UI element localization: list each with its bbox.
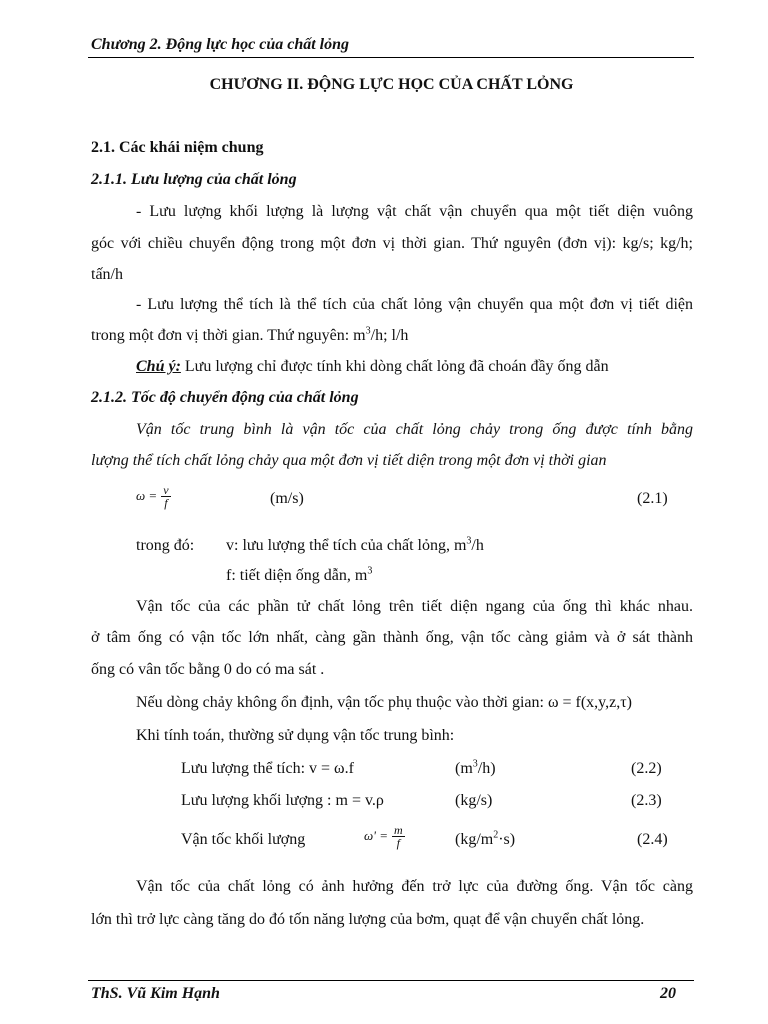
- header-rule: [88, 57, 694, 58]
- equation-2-3-number: (2.3): [631, 792, 662, 809]
- equation-2-2: Lưu lượng thể tích: v = ω.f: [181, 760, 354, 777]
- where-f-definition: f: tiết diện ống dẫn, $m^3$: [226, 565, 373, 584]
- equation-2-2-unit: $(m^3/h)$: [455, 758, 496, 777]
- paragraph-mass-flow-line3: tấn/h: [91, 266, 123, 283]
- note-label: Chú ý:: [136, 358, 181, 375]
- equation-2-2-number: (2.2): [631, 760, 662, 777]
- equation-2-1-number: (2.1): [637, 490, 668, 507]
- equation-2-4-number: (2.4): [637, 831, 668, 848]
- equation-2-4-unit: $(kg/m^2\cdot s)$: [455, 829, 516, 848]
- section-heading-2-1-2: 2.1.2. Tốc độ chuyển động của chất lỏng: [91, 389, 359, 406]
- where-label: trong đó:: [136, 537, 195, 554]
- page-number: 20: [660, 985, 676, 1002]
- equation-2-4: ω' = $\frac{m}{f}$: [364, 823, 403, 850]
- equation-2-1-unit: (m/s): [270, 490, 304, 507]
- where-v-definition: v: lưu lượng thể tích của chất lỏng, $m^3/h$: [226, 535, 484, 554]
- footer-author: ThS. Vũ Kim Hạnh: [91, 985, 220, 1002]
- note: Chú ý: Lưu lượng chỉ được tính khi dòng chất lỏng đã choán đầy ống dẫn: [136, 358, 609, 375]
- paragraph-velocity-distribution-line2: ở tâm ống có vận tốc lớn nhất, càng gần thành ống, vận tốc càng giảm và ở sát thành: [91, 629, 693, 646]
- equation-2-1: ω = $\frac{v}{f}$: [136, 483, 169, 510]
- paragraph-resistance-line2: lớn thì trở lực càng tăng do đó tốn năng lượng của bơm, quạt để vận chuyển chất lỏng.: [91, 911, 645, 928]
- paragraph-volume-flow-line2: trong một đơn vị thời gian. Thứ nguyên: $m^3/h$; l/h: [91, 325, 409, 344]
- section-heading-2-1-1: 2.1.1. Lưu lượng của chất lỏng: [91, 171, 297, 188]
- equation-2-4-label: Vận tốc khối lượng: [181, 831, 306, 848]
- paragraph-mass-flow-line2: góc với chiều chuyển động trong một đơn vị thời gian. Thứ nguyên (đơn vị): kg/s; kg/h;: [91, 235, 693, 252]
- paragraph-velocity-distribution-line3: ống có vân tốc bằng 0 do có ma sát .: [91, 661, 325, 678]
- paragraph-velocity-line1: Vận tốc trung bình là vận tốc của chất lỏng chảy trong ống được tính bằng: [136, 421, 693, 438]
- paragraph-mass-flow-line1: - Lưu lượng khối lượng là lượng vật chất vận chuyển qua một tiết diện vuông: [136, 203, 693, 220]
- footer-rule: [88, 980, 694, 981]
- fraction-v-over-f: $\frac{v}{f}$: [163, 483, 169, 510]
- paragraph-resistance-line1: Vận tốc của chất lỏng có ảnh hưởng đến trở lực của đường ống. Vận tốc càng: [136, 878, 693, 895]
- running-header: Chương 2. Động lực học của chất lỏng: [91, 36, 350, 53]
- paragraph-velocity-line2: lượng thể tích chất lỏng chảy qua một đơn vị tiết diện trong một đơn vị thời gian: [91, 452, 607, 469]
- paragraph-velocity-distribution-line1: Vận tốc của các phần tử chất lỏng trên tiết diện ngang của ống thì khác nhau.: [136, 598, 693, 615]
- chapter-title: CHƯƠNG II. ĐỘNG LỰC HỌC CỦA CHẤT LỎNG: [209, 76, 574, 93]
- paragraph-unsteady-flow: Nếu dòng chảy không ổn định, vận tốc phụ thuộc vào thời gian: ω = f(x,y,z,τ): [136, 694, 632, 711]
- section-heading-2-1: 2.1. Các khái niệm chung: [91, 139, 264, 156]
- fraction-m-over-f: $\frac{m}{f}$: [393, 823, 403, 850]
- equation-2-3: Lưu lượng khối lượng : m = v.ρ: [181, 792, 384, 809]
- paragraph-average-velocity: Khi tính toán, thường sử dụng vận tốc trung bình:: [136, 727, 455, 744]
- paragraph-volume-flow-line1: - Lưu lượng thể tích là thể tích của chất lỏng vận chuyển qua một đơn vị tiết diện: [136, 296, 693, 313]
- equation-2-3-unit: (kg/s): [455, 792, 493, 809]
